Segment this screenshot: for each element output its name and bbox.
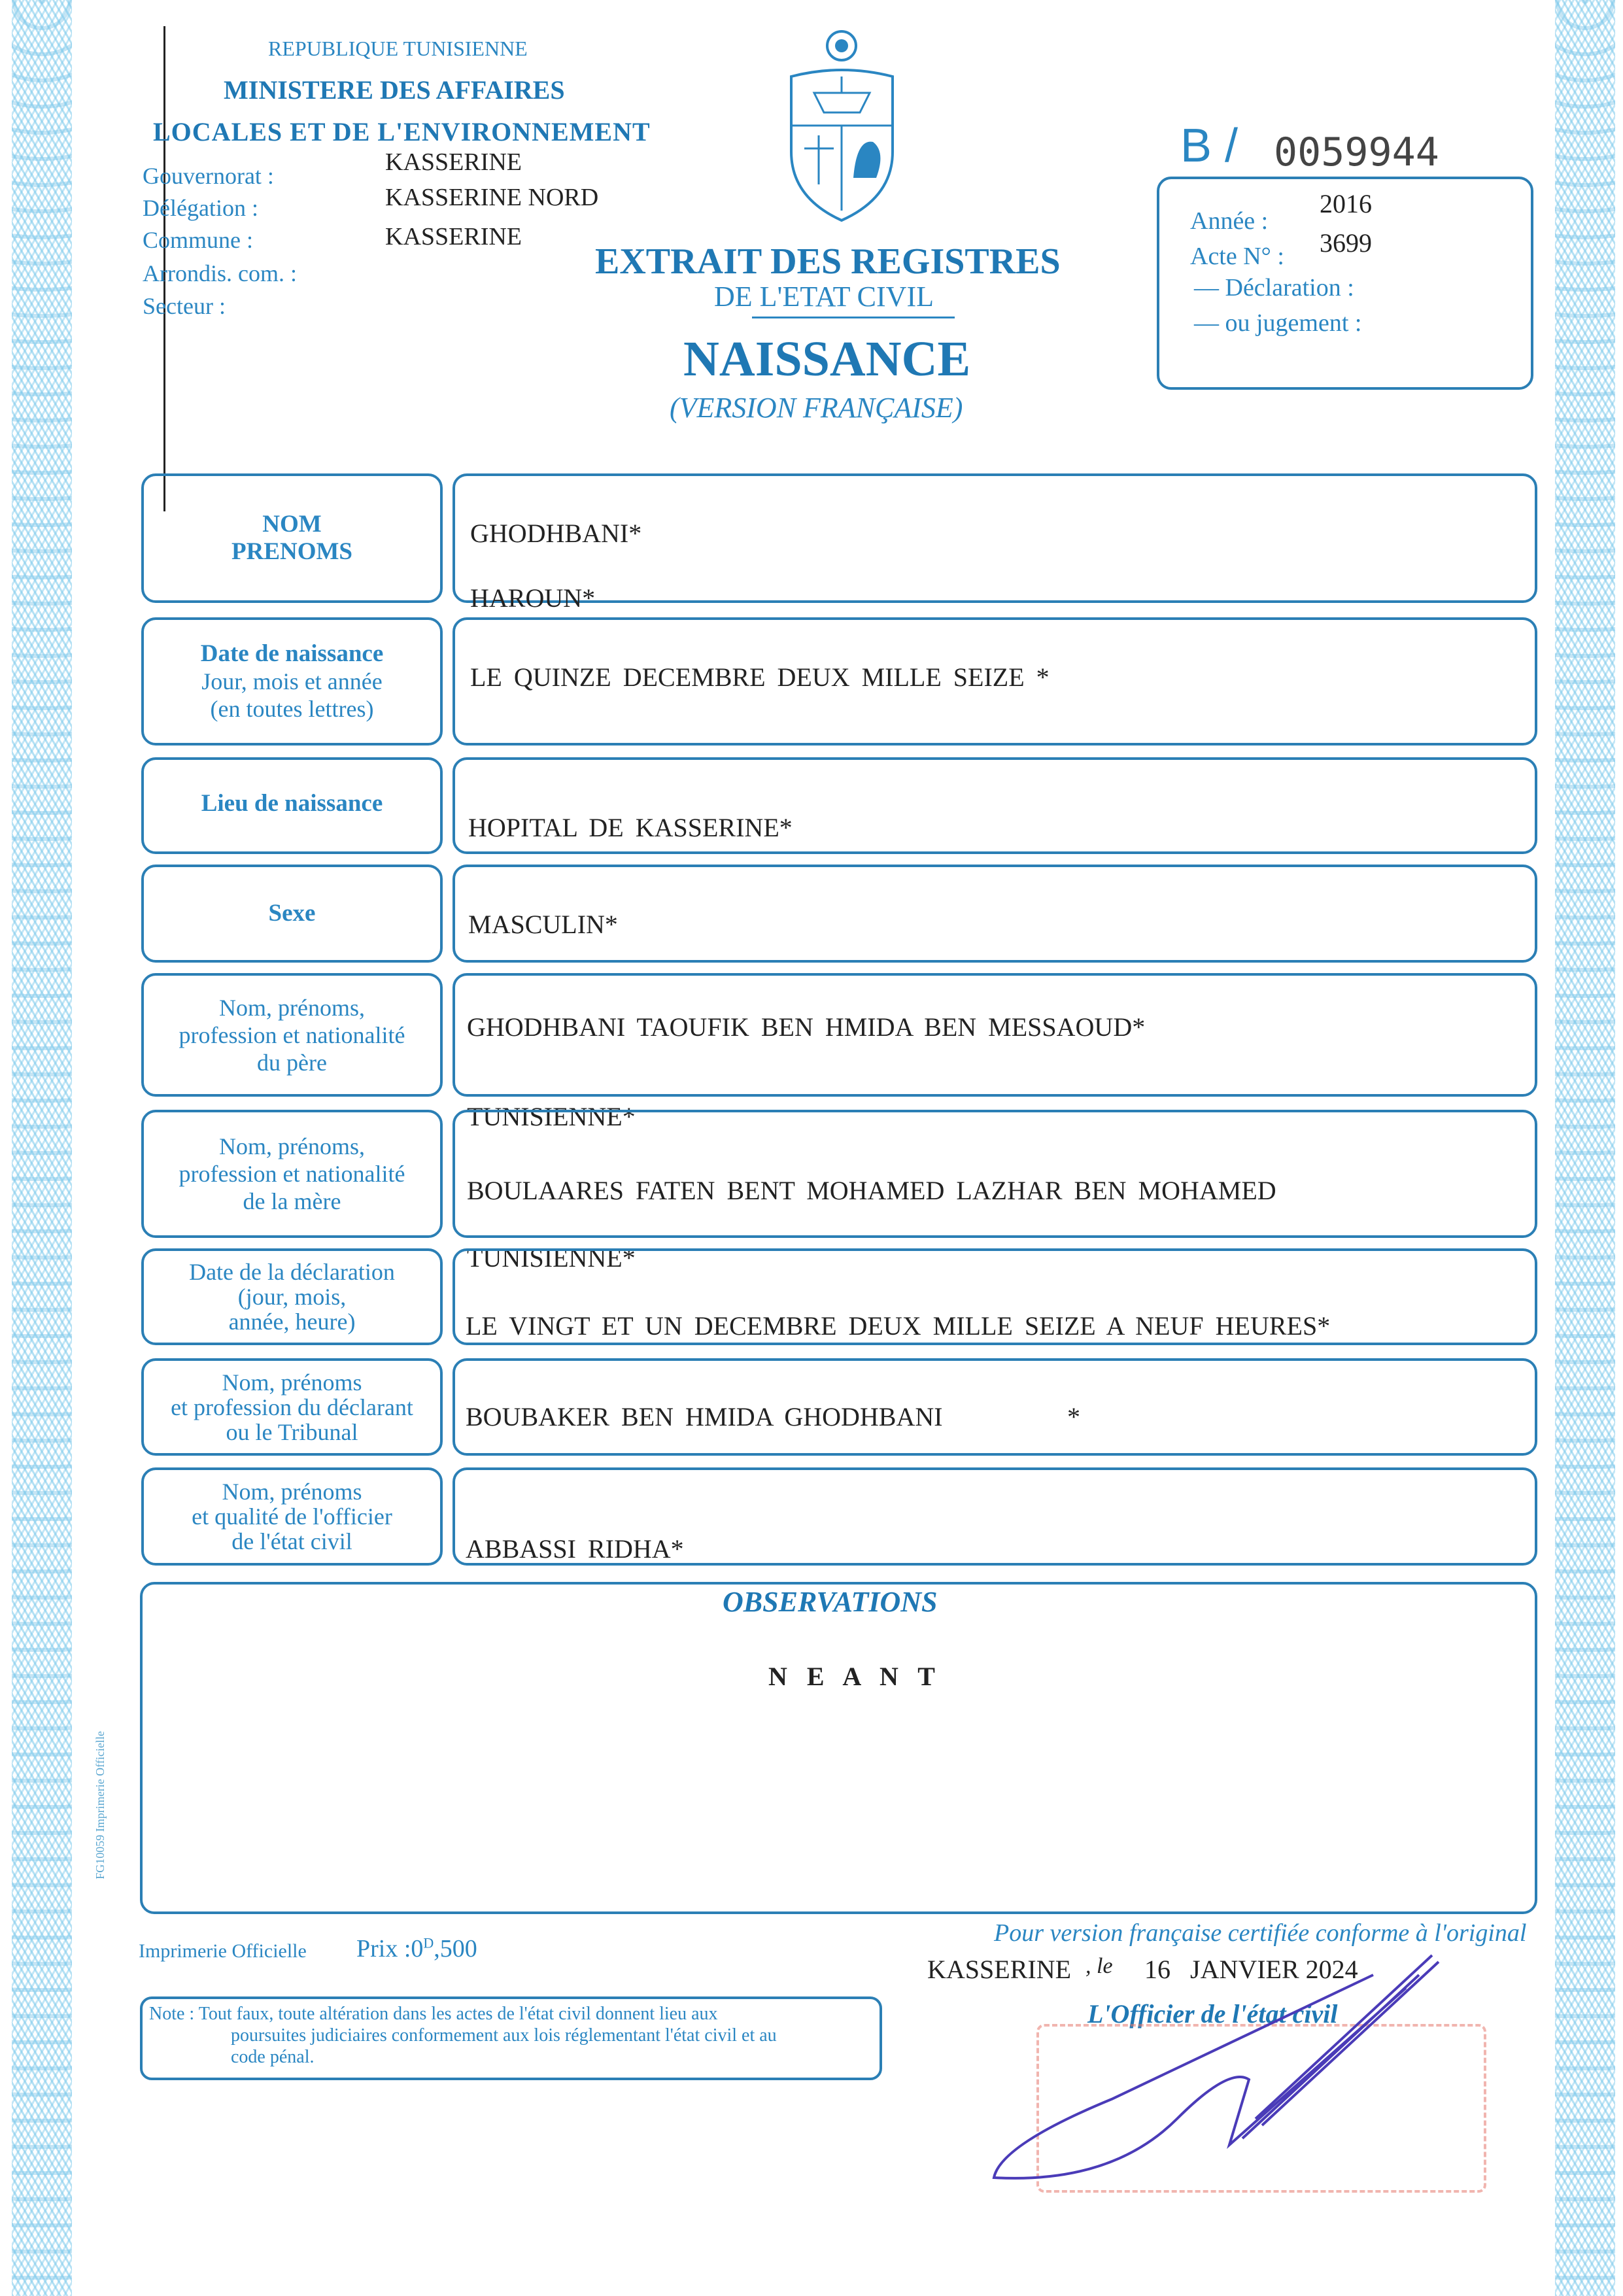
label-mere xyxy=(141,1110,443,1238)
label-text: (jour, mois, xyxy=(237,1284,347,1310)
signature-mark xyxy=(981,1949,1452,2197)
secteur-label: Secteur : xyxy=(143,293,226,319)
value-declarant-asterisk: * xyxy=(1067,1402,1080,1431)
republic-label: REPUBLIQUE TUNISIENNE xyxy=(268,37,528,60)
value-officier: ABBASSI RIDHA* xyxy=(466,1534,684,1564)
label-text: NOM xyxy=(262,511,322,538)
value-lieu-naissance: HOPITAL DE KASSERINE* xyxy=(468,813,793,842)
gouvernorat-value: KASSERINE xyxy=(385,148,522,176)
label-text: et qualité de l'officier xyxy=(192,1503,392,1530)
label-text: Nom, prénoms xyxy=(222,1479,362,1505)
value-date-naissance: LE QUINZE DECEMBRE DEUX MILLE SEIZE * xyxy=(470,662,1050,692)
note-box xyxy=(140,1996,882,2080)
label-declarant xyxy=(141,1358,443,1456)
commune-value: KASSERINE xyxy=(385,223,522,250)
officer-title: L'Officier de l'état civil xyxy=(1087,1999,1338,2029)
security-border-left xyxy=(12,0,72,2296)
label-text: profession et nationalité xyxy=(179,1021,405,1048)
label-text: de l'état civil xyxy=(231,1528,352,1554)
observations-title: OBSERVATIONS xyxy=(723,1586,938,1618)
price-value: ,500 xyxy=(434,1935,477,1962)
note-line2: poursuites judiciaires conformement aux lois réglementant l'état civil et au xyxy=(231,2025,777,2046)
label-text: et profession du déclarant xyxy=(171,1394,413,1420)
issue-le: , le xyxy=(1085,1954,1113,1978)
acte-label: Acte N° : xyxy=(1190,243,1284,270)
value-declarant: BOUBAKER BEN HMIDA GHODHBANI xyxy=(466,1402,943,1431)
title-rule xyxy=(752,317,955,318)
label-text: (en toutes lettres) xyxy=(210,696,374,722)
note-line3: code pénal. xyxy=(231,2047,315,2067)
acte-value: 3699 xyxy=(1320,228,1372,258)
serial-prefix: B / xyxy=(1180,120,1239,172)
declaration-label: — Déclaration : xyxy=(1194,274,1354,301)
issue-date: 16 JANVIER 2024 xyxy=(1144,1955,1358,1984)
observations-box xyxy=(140,1582,1537,1914)
label-nom-prenoms xyxy=(141,473,443,603)
security-border-right xyxy=(1555,0,1615,2296)
label-text: Nom, prénoms xyxy=(222,1369,362,1396)
value-nationalite-pere: TUNISIENNE* xyxy=(467,1102,636,1131)
label-text: Jour, mois et année xyxy=(201,668,383,694)
title-extrait: EXTRAIT DES REGISTRES xyxy=(595,241,1061,282)
value-nom: GHODHBANI* xyxy=(470,519,642,548)
commune-label: Commune : xyxy=(143,227,253,253)
label-text: PRENOMS xyxy=(231,538,352,565)
annee-label: Année : xyxy=(1190,207,1269,235)
value-prenoms: HAROUN* xyxy=(470,583,596,613)
certification-text: Pour version française certifiée conforme à l'original xyxy=(994,1919,1527,1947)
annee-value: 2016 xyxy=(1320,189,1372,218)
label-date-naissance xyxy=(141,617,443,745)
side-print-reference: FG10059 Imprimerie Officielle xyxy=(93,1731,107,1879)
title-etat-civil: DE L'ETAT CIVIL xyxy=(714,281,934,313)
label-text: Date de la déclaration xyxy=(189,1259,395,1285)
arrondissement-label: Arrondis. com. : xyxy=(143,260,297,286)
label-sexe xyxy=(141,865,443,963)
ministry-line2: LOCALES ET DE L'ENVIRONNEMENT xyxy=(153,117,651,146)
value-box-mere xyxy=(453,1110,1537,1238)
printer-label: Imprimerie Officielle xyxy=(139,1940,307,1962)
observations-text: N E A N T xyxy=(768,1662,935,1691)
note-line1: Note : Tout faux, toute altération dans les actes de l'état civil donnent lieu aux xyxy=(149,2004,718,2024)
label-text: ou le Tribunal xyxy=(226,1418,358,1445)
price-label: Prix :0 xyxy=(356,1935,424,1962)
label-text: Nom, prénoms, xyxy=(219,994,365,1021)
value-date-declaration: LE VINGT ET UN DECEMBRE DEUX MILLE SEIZE A NEUF HEURES* xyxy=(466,1311,1331,1341)
ministry-line1: MINISTERE DES AFFAIRES xyxy=(224,75,565,105)
title-naissance: NAISSANCE xyxy=(683,332,971,386)
delegation-value: KASSERINE NORD xyxy=(385,184,599,211)
label-pere xyxy=(141,973,443,1097)
label-text: année, heure) xyxy=(228,1309,356,1335)
delegation-label: Délégation : xyxy=(143,195,258,221)
gouvernorat-label: Gouvernorat : xyxy=(143,163,274,189)
label-text: de la mère xyxy=(243,1188,341,1214)
serial-number: 0059944 xyxy=(1274,129,1439,175)
label-date-declaration xyxy=(141,1248,443,1345)
label-text: Nom, prénoms, xyxy=(219,1133,365,1159)
label-officier xyxy=(141,1467,443,1566)
value-pere: GHODHBANI TAOUFIK BEN HMIDA BEN MESSAOUD* xyxy=(467,1012,1146,1042)
label-text: du père xyxy=(257,1049,327,1076)
label-text: Sexe xyxy=(268,900,316,927)
coat-of-arms-emblem xyxy=(778,27,906,224)
title-version: (VERSION FRANÇAISE) xyxy=(670,392,963,424)
label-text: Date de naissance xyxy=(200,640,384,667)
value-sexe: MASCULIN* xyxy=(468,910,618,939)
price xyxy=(356,1934,477,1963)
label-text: Lieu de naissance xyxy=(201,790,383,817)
price-unit: D xyxy=(423,1934,434,1951)
value-mere: BOULAARES FATEN BENT MOHAMED LAZHAR BEN MOHAMED xyxy=(467,1176,1276,1205)
value-nationalite-mere: TUNISIENNE* xyxy=(467,1243,636,1273)
jugement-label: — ou jugement : xyxy=(1194,309,1362,337)
label-lieu-naissance xyxy=(141,757,443,854)
issue-place: KASSERINE xyxy=(927,1955,1072,1984)
label-text: profession et nationalité xyxy=(179,1161,405,1187)
